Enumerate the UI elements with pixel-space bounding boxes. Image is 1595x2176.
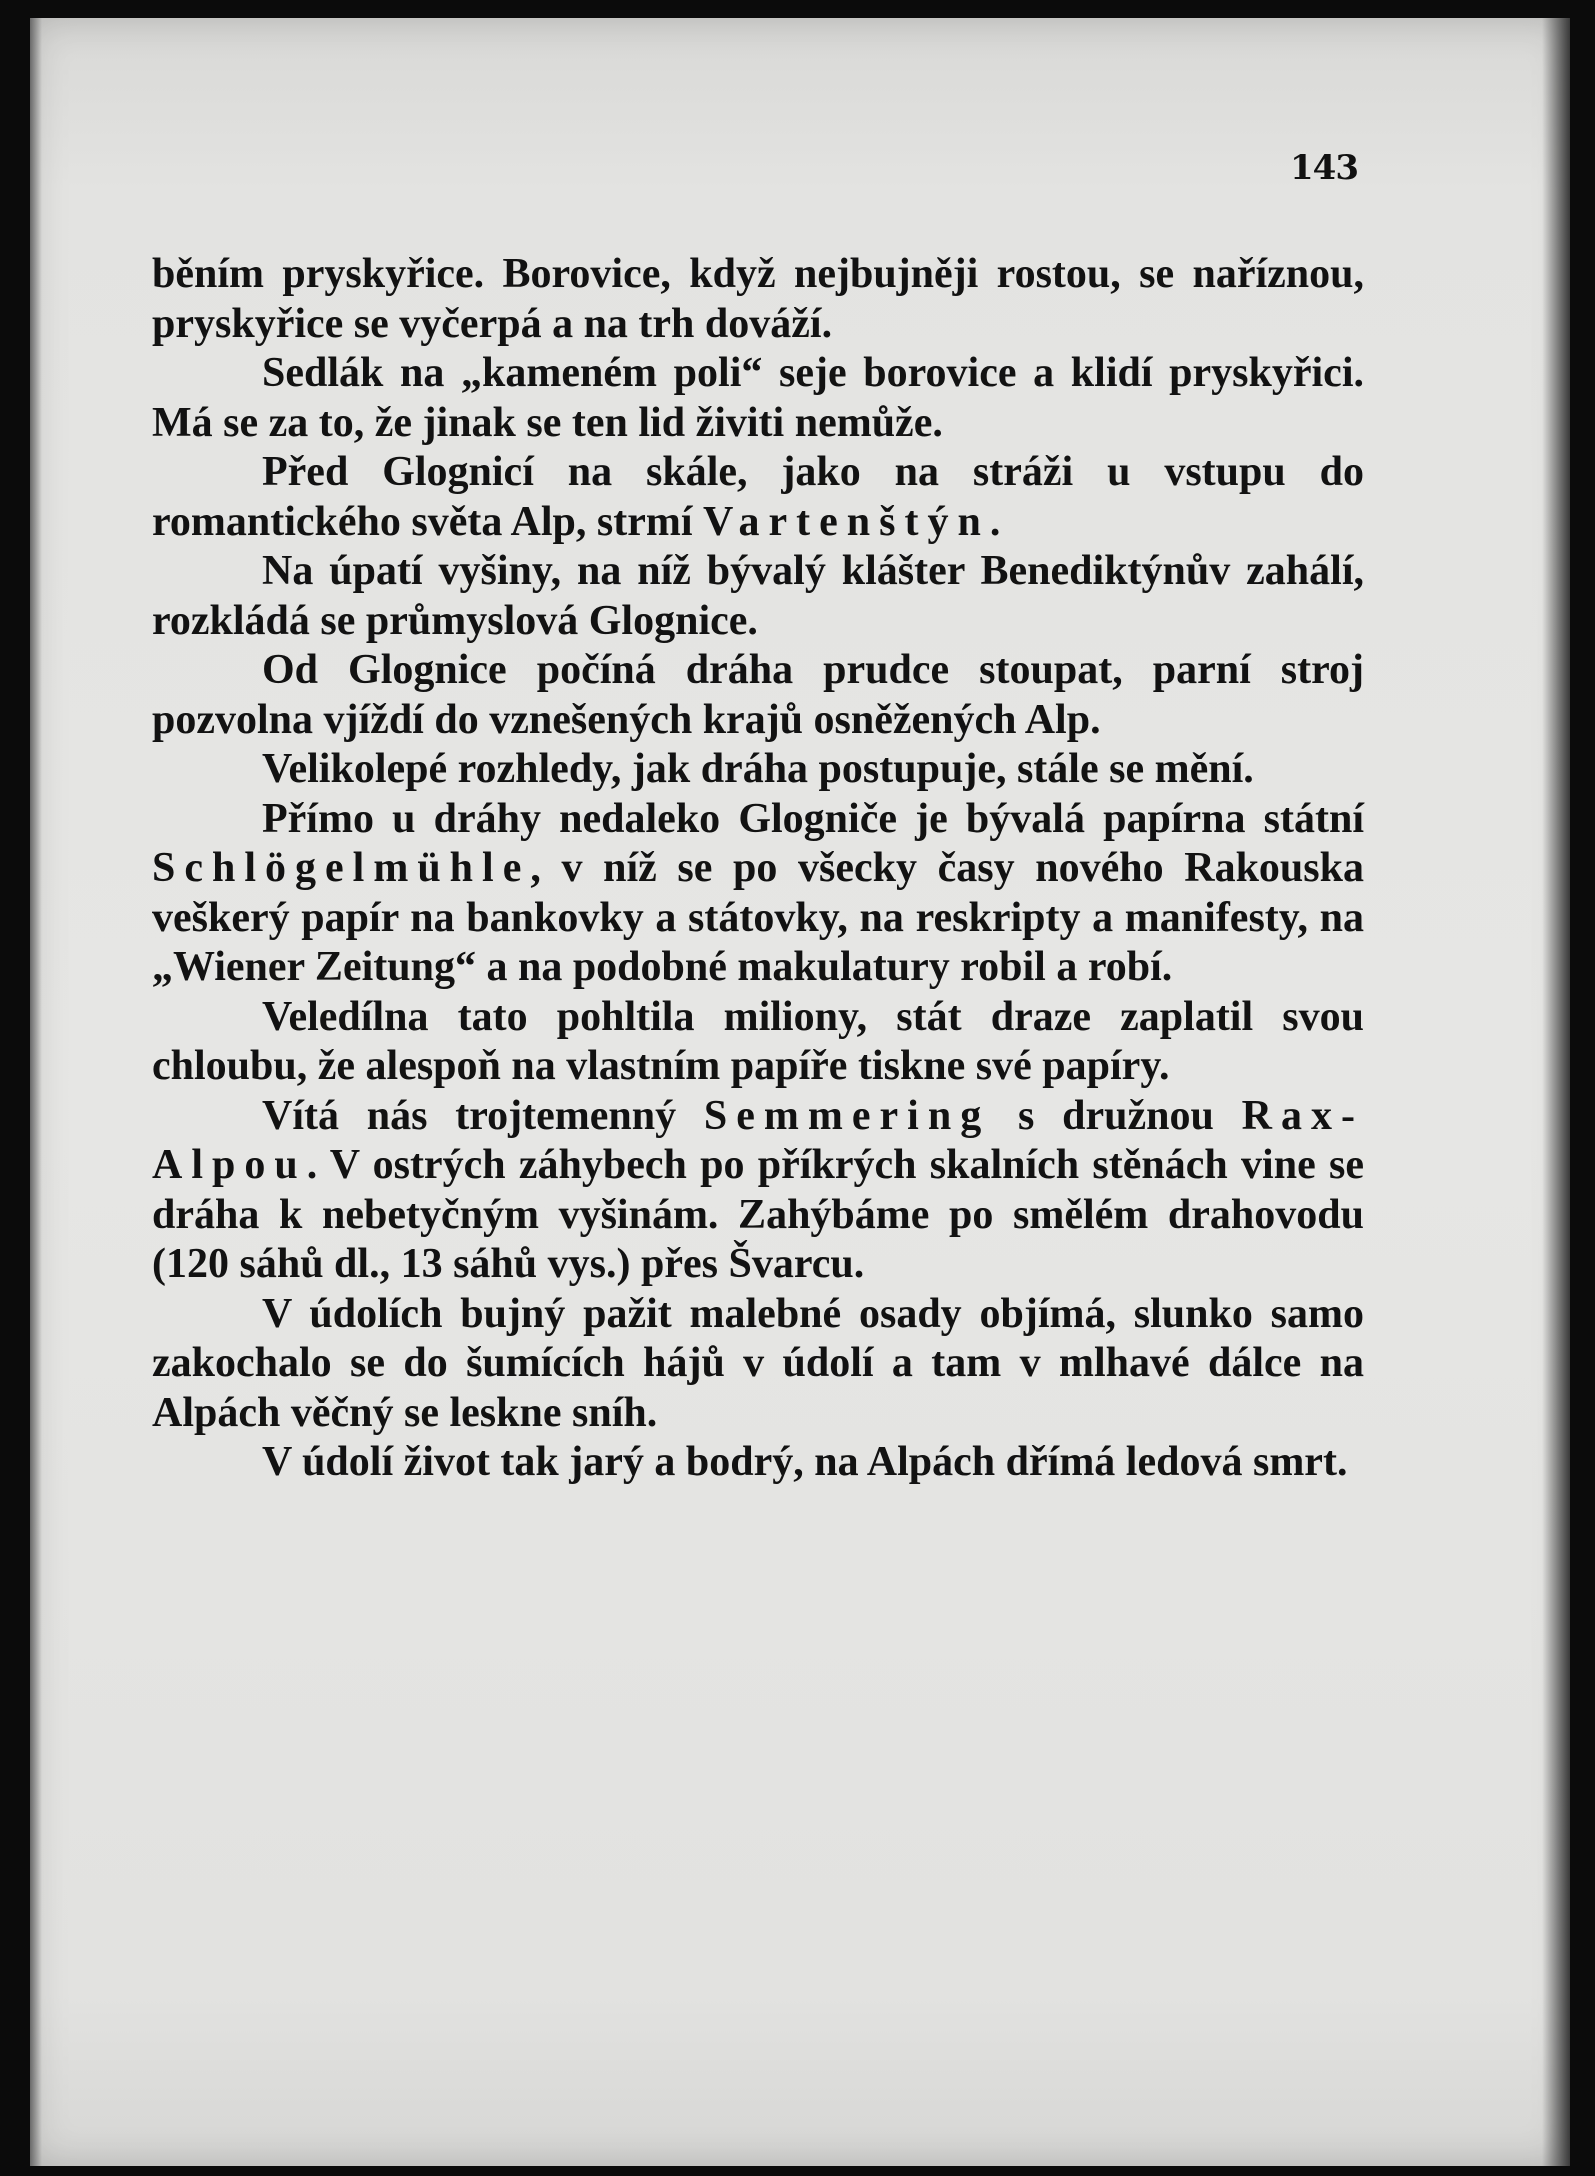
- paragraph-7-end: , v níž se po všecky časy nového Rakouska veškerý papír na bankovky a státovky, na reskripty a manifesty, na „Wiener Zeitung“ a na podobné makulatury robil a robí.: [152, 845, 1364, 990]
- place-name-schlogelmuhle: Schlögelmühle: [152, 845, 531, 891]
- paragraph-11: V údolí život tak jarý a bodrý, na Alpách dřímá ledová smrt.: [262, 1439, 1348, 1485]
- place-name-vartenstyn: Vartenštýn: [703, 498, 990, 545]
- paragraph-1: běním pryskyřice. Borovice, když nejbujněji rostou, se naříznou, pryskyřice se vyčerpá a na trh dováží.: [152, 251, 1364, 347]
- place-name-rax-alpou: Rax-Alpou: [152, 1092, 1364, 1188]
- paragraph-4: Na úpatí vyšiny, na níž bývalý klášter Benediktýnův zahálí, rozkládá se průmyslová Glognice.: [152, 548, 1364, 644]
- paragraph-5: Od Glognice počíná dráha prudce stoupat, parní stroj pozvolna vjíždí do vznešených krajů osněžených Alp.: [152, 647, 1364, 743]
- book-page: [30, 18, 1570, 2166]
- paragraph-6: Velikolepé rozhledy, jak dráha postupuje, stále se mění.: [262, 746, 1254, 792]
- paragraph-9: [152, 1092, 1364, 1290]
- paragraph-9-text: Vítá nás trojtemenný: [262, 1092, 704, 1139]
- paragraph-2: Sedlák na „kameném poli“ seje borovice a klidí pryskyřici. Má se za to, že jinak se ten lid živiti nemůže.: [152, 350, 1364, 446]
- paragraph-8: Veledílna tato pohltila miliony, stát draze zaplatil svou chloubu, že alespoň na vlastním papíře tiskne své papíry.: [152, 993, 1364, 1089]
- paragraph-3-end: .: [989, 498, 1001, 545]
- page-edge-shadow: [1542, 18, 1570, 2166]
- paragraph-3-text: Před Glognicí na skále, jako na stráži u vstupu do romantického světa Alp, strmí: [152, 449, 1364, 545]
- paragraph-9-end: . V ostrých záhybech po příkrých skalních stěnách vine se dráha k nebetyčným vyšinám. Zahýbáme po smělém drahovodu (120 sáhů dl., 13 sáhů vys.) přes Švarcu.: [152, 1142, 1364, 1287]
- paragraph-9-middle: s družnou: [990, 1092, 1242, 1139]
- paragraph-7-text: Přímo u dráhy nedaleko Glogniče je bývalá papírna státní: [262, 795, 1364, 842]
- page-gutter-shadow: [30, 18, 42, 2166]
- place-name-semmering: Semmering: [703, 1092, 991, 1139]
- paragraph-10: V údolích bujný pažit malebné osady objímá, slunko samo zakochalo se do šumících hájů v údolí a tam v mlhavé dálce na Alpách věčný se leskne sníh.: [152, 1290, 1364, 1436]
- body-text: [152, 250, 1364, 1488]
- page-number: 143: [1290, 148, 1358, 188]
- paragraph-7: [152, 795, 1364, 993]
- paragraph-3: [152, 448, 1364, 547]
